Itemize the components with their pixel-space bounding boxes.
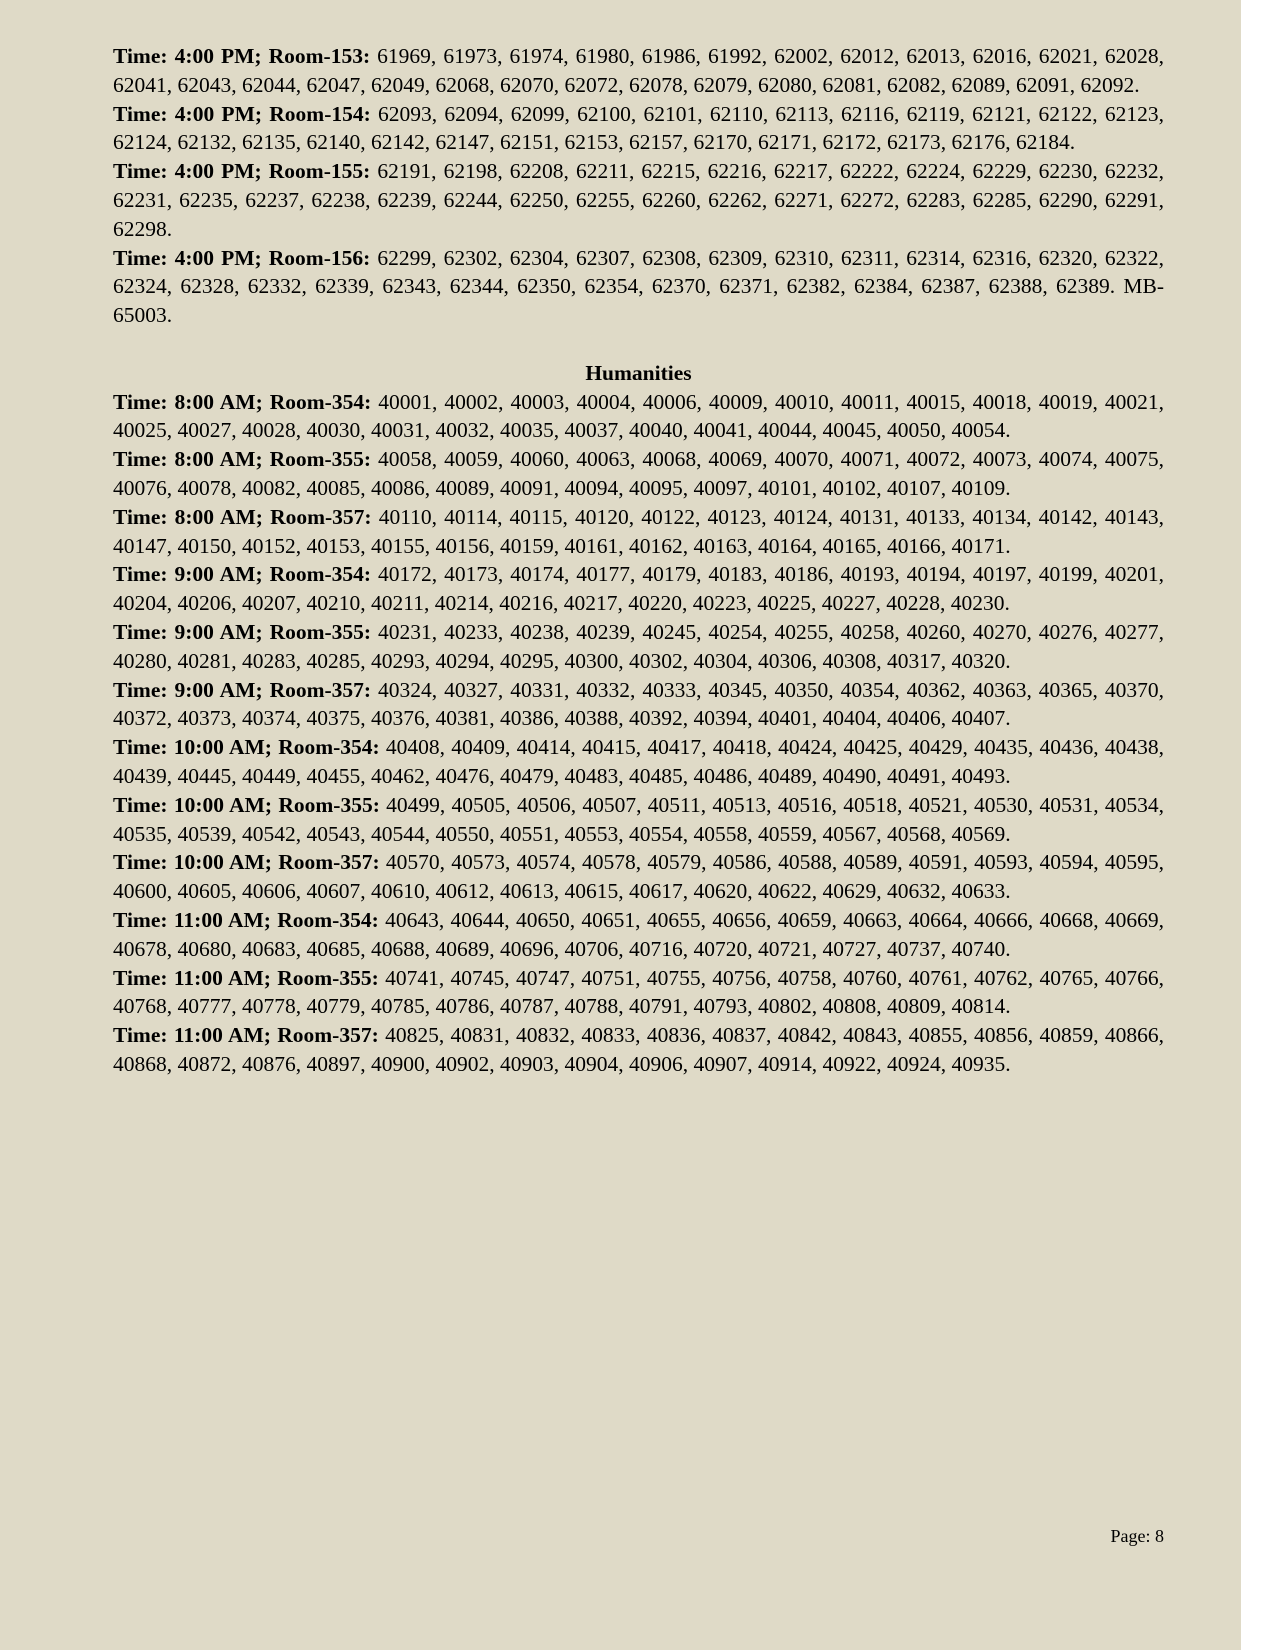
entry-roll-numbers: 62191, 62198, 62208, 62211, 62215, 62216, 62217, 62222, 62224, 62229, 62230, 62232, 62231, 62235, 62237, 62238, 62239, 62244, 62250, 62255, 62260, 62262, 62271, 62272, 62283, 62285, 62290, 62291, 62298.	[113, 159, 1164, 241]
entry-roll-numbers: 40110, 40114, 40115, 40120, 40122, 40123, 40124, 40131, 40133, 40134, 40142, 40143, 40147, 40150, 40152, 40153, 40155, 40156, 40159, 40161, 40162, 40163, 40164, 40165, 40166, 40171.	[113, 504, 1164, 558]
entry-roll-numbers: 62093, 62094, 62099, 62100, 62101, 62110, 62113, 62116, 62119, 62121, 62122, 62123, 62124, 62132, 62135, 62140, 62142, 62147, 62151, 62153, 62157, 62170, 62171, 62172, 62173, 62176, 62184.	[113, 101, 1165, 155]
schedule-entry	[113, 906, 1164, 964]
entry-label: Time: 8:00 AM; Room-355:	[113, 447, 372, 472]
entry-label: Time: 10:00 AM; Room-355:	[113, 792, 380, 817]
entry-label: Time: 9:00 AM; Room-357:	[113, 677, 372, 702]
entry-label: Time: 11:00 AM; Room-357:	[113, 1023, 379, 1048]
entry-roll-numbers: 40643, 40644, 40650, 40651, 40655, 40656, 40659, 40663, 40664, 40666, 40668, 40669, 40678, 40680, 40683, 40685, 40688, 40689, 40696, 40706, 40716, 40720, 40721, 40727, 40737, 40740.	[113, 907, 1164, 961]
entry-label: Time: 10:00 AM; Room-354:	[113, 735, 380, 760]
entry-label: Time: 9:00 AM; Room-354:	[113, 562, 372, 587]
schedule-entry	[113, 388, 1164, 446]
entry-label: Time: 10:00 AM; Room-357:	[113, 850, 380, 875]
entry-label: Time: 4:00 PM; Room-153:	[113, 44, 371, 68]
schedule-entry	[113, 100, 1164, 158]
page-number: Page: 8	[1110, 1526, 1164, 1546]
schedule-entry	[113, 503, 1164, 561]
schedule-entry	[113, 560, 1164, 618]
entry-roll-numbers: 40741, 40745, 40747, 40751, 40755, 40756, 40758, 40760, 40761, 40762, 40765, 40766, 40768, 40777, 40778, 40779, 40785, 40786, 40787, 40788, 40791, 40793, 40802, 40808, 40809, 40814.	[113, 965, 1164, 1019]
schedule-entry	[113, 733, 1164, 791]
schedule-entry	[113, 1021, 1164, 1079]
entry-roll-numbers: 40408, 40409, 40414, 40415, 40417, 40418, 40424, 40425, 40429, 40435, 40436, 40438, 40439, 40445, 40449, 40455, 40462, 40476, 40479, 40483, 40485, 40486, 40489, 40490, 40491, 40493.	[113, 735, 1165, 788]
entry-roll-numbers: 40570, 40573, 40574, 40578, 40579, 40586, 40588, 40589, 40591, 40593, 40594, 40595, 40600, 40605, 40606, 40607, 40610, 40612, 40613, 40615, 40617, 40620, 40622, 40629, 40632, 40633.	[113, 850, 1165, 904]
schedule-entry	[113, 445, 1164, 503]
document-body	[113, 42, 1164, 1079]
entry-label: Time: 4:00 PM; Room-155:	[113, 159, 371, 184]
entry-label: Time: 8:00 AM; Room-357:	[113, 504, 372, 529]
entry-roll-numbers: 40058, 40059, 40060, 40063, 40068, 40069, 40070, 40071, 40072, 40073, 40074, 40075, 40076, 40078, 40082, 40085, 40086, 40089, 40091, 40094, 40095, 40097, 40101, 40102, 40107, 40109.	[113, 447, 1165, 500]
entry-roll-numbers: 40324, 40327, 40331, 40332, 40333, 40345, 40350, 40354, 40362, 40363, 40365, 40370, 40372, 40373, 40374, 40375, 40376, 40381, 40386, 40388, 40392, 40394, 40401, 40404, 40406, 40407.	[113, 677, 1165, 731]
schedule-entry	[113, 618, 1164, 676]
entry-roll-numbers: 62299, 62302, 62304, 62307, 62308, 62309, 62310, 62311, 62314, 62316, 62320, 62322, 62324, 62328, 62332, 62339, 62343, 62344, 62350, 62354, 62370, 62371, 62382, 62384, 62387, 62388, 62389. MB- 65003.	[113, 245, 1164, 328]
schedule-entry	[113, 964, 1164, 1022]
entry-label: Time: 11:00 AM; Room-354:	[113, 907, 379, 932]
schedule-entry	[113, 157, 1164, 243]
schedule-entry	[113, 848, 1164, 906]
schedule-entry	[113, 42, 1164, 100]
entry-label: Time: 4:00 PM; Room-156:	[113, 245, 371, 270]
entry-roll-numbers: 40231, 40233, 40238, 40239, 40245, 40254, 40255, 40258, 40260, 40270, 40276, 40277, 40280, 40281, 40283, 40285, 40293, 40294, 40295, 40300, 40302, 40304, 40306, 40308, 40317, 40320.	[113, 619, 1165, 673]
entry-label: Time: 4:00 PM; Room-154:	[113, 101, 371, 126]
entry-label: Time: 11:00 AM; Room-355:	[113, 965, 379, 990]
entry-label: Time: 9:00 AM; Room-355:	[113, 619, 372, 644]
entry-roll-numbers: 40001, 40002, 40003, 40004, 40006, 40009, 40010, 40011, 40015, 40018, 40019, 40021, 40025, 40027, 40028, 40030, 40031, 40032, 40035, 40037, 40040, 40041, 40044, 40045, 40050, 40054.	[113, 389, 1165, 443]
schedule-entry	[113, 791, 1164, 849]
entry-roll-numbers: 61969, 61973, 61974, 61980, 61986, 61992, 62002, 62012, 62013, 62016, 62021, 62028, 62041, 62043, 62044, 62047, 62049, 62068, 62070, 62072, 62078, 62079, 62080, 62081, 62082, 62089, 62091, 62092.	[113, 44, 1165, 97]
schedule-entry	[113, 244, 1164, 330]
schedule-entry	[113, 676, 1164, 734]
entry-roll-numbers: 40825, 40831, 40832, 40833, 40836, 40837, 40842, 40843, 40855, 40856, 40859, 40866, 40868, 40872, 40876, 40897, 40900, 40902, 40903, 40904, 40906, 40907, 40914, 40922, 40924, 40935.	[113, 1023, 1164, 1076]
entry-roll-numbers: 40172, 40173, 40174, 40177, 40179, 40183, 40186, 40193, 40194, 40197, 40199, 40201, 40204, 40206, 40207, 40210, 40211, 40214, 40216, 40217, 40220, 40223, 40225, 40227, 40228, 40230.	[113, 562, 1165, 616]
section-heading: Humanities	[585, 360, 692, 385]
entry-label: Time: 8:00 AM; Room-354:	[113, 389, 372, 414]
entry-roll-numbers: 40499, 40505, 40506, 40507, 40511, 40513, 40516, 40518, 40521, 40530, 40531, 40534, 40535, 40539, 40542, 40543, 40544, 40550, 40551, 40553, 40554, 40558, 40559, 40567, 40568, 40569.	[113, 792, 1164, 846]
